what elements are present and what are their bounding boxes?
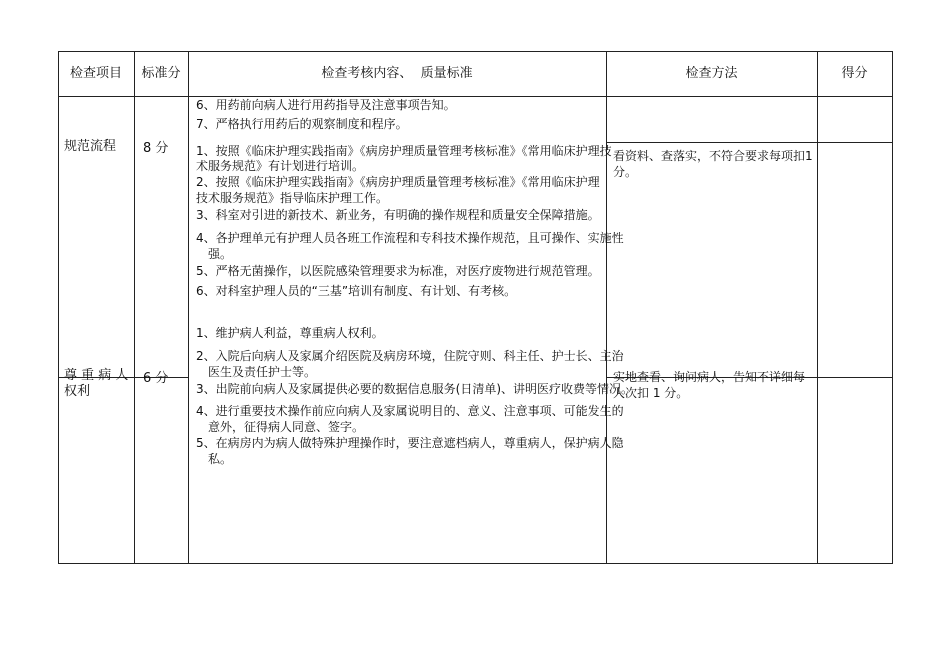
table-border-bottom bbox=[58, 563, 893, 564]
rights-line-5: 4、进行重要技术操作前应向病人及家属说明目的、意义、注意事项、可能发生的 bbox=[196, 404, 624, 418]
process-method: 看资料、查落实，不符合要求每项扣1 分。 bbox=[613, 149, 813, 179]
rights-line-8: 私。 bbox=[208, 452, 233, 466]
rights-line-7: 5、在病房内为病人做特殊护理操作时，要注意遮档病人，尊重病人，保护病人隐 bbox=[196, 436, 624, 450]
table-border-left bbox=[58, 51, 59, 564]
table-border-top bbox=[58, 51, 893, 52]
rights-line-3: 医生及责任护士等。 bbox=[208, 365, 317, 379]
process-line-6: 4、各护理单元有护理人员各班工作流程和专科技术操作规范，且可操作、实施性 bbox=[196, 231, 624, 245]
col-divider-1 bbox=[134, 51, 135, 564]
header-item: 检查项目 bbox=[69, 66, 122, 81]
process-line-4: 技术服务规范》指导临床护理工作。 bbox=[196, 191, 389, 205]
top-item-6: 6、用药前向病人进行用药指导及注意事项告知。 bbox=[196, 98, 456, 112]
rights-method: 实地查看、询问病人，告知不详细每人次扣 1 分。 bbox=[613, 370, 806, 400]
rights-label: 尊 重 病 人 权利 bbox=[64, 368, 129, 399]
row-divider-right bbox=[606, 142, 893, 143]
process-line-7: 强。 bbox=[208, 247, 233, 261]
col-divider-3 bbox=[606, 51, 607, 564]
header-divider bbox=[58, 96, 893, 97]
process-line-1: 1、按照《临床护理实践指南》《病房护理质量管理考核标准》《常用临床护理技 bbox=[196, 144, 612, 158]
top-item-7: 7、严格执行用药后的观察制度和程序。 bbox=[196, 117, 408, 131]
process-line-3: 2、按照《临床护理实践指南》《病房护理质量管理考核标准》《常用临床护理 bbox=[196, 175, 600, 189]
process-line-8: 5、严格无菌操作，以医院感染管理要求为标准，对医疗废物进行规范管理。 bbox=[196, 264, 600, 278]
header-score-standard: 标准分 bbox=[141, 66, 181, 81]
col-divider-4 bbox=[817, 51, 818, 564]
header-method: 检查方法 bbox=[685, 66, 738, 81]
rights-line-4: 3、出院前向病人及家属提供必要的数据信息服务(日清单)、讲明医疗收费等情况。 bbox=[196, 382, 634, 396]
header-score: 得分 bbox=[841, 66, 868, 81]
rights-line-2: 2、入院后向病人及家属介绍医院及病房环境，住院守则、科主任、护士长、主治 bbox=[196, 349, 624, 363]
process-score: 8 分 bbox=[143, 141, 169, 156]
process-line-5: 3、科室对引进的新技术、新业务，有明确的操作规程和质量安全保障措施。 bbox=[196, 208, 600, 222]
header-content: 检查考核内容、 质量标准 bbox=[321, 66, 473, 81]
process-line-2: 术服务规范》有计划进行培训。 bbox=[196, 159, 365, 173]
col-divider-2 bbox=[188, 51, 189, 564]
rights-score: 6 分 bbox=[143, 371, 169, 386]
rights-line-1: 1、维护病人利益，尊重病人权利。 bbox=[196, 326, 384, 340]
rights-line-6: 意外，征得病人同意、签字。 bbox=[208, 420, 365, 434]
process-label: 规范流程 bbox=[64, 139, 117, 154]
table-border-right bbox=[892, 51, 893, 564]
process-line-9: 6、对科室护理人员的“三基”培训有制度、有计划、有考核。 bbox=[196, 284, 517, 298]
